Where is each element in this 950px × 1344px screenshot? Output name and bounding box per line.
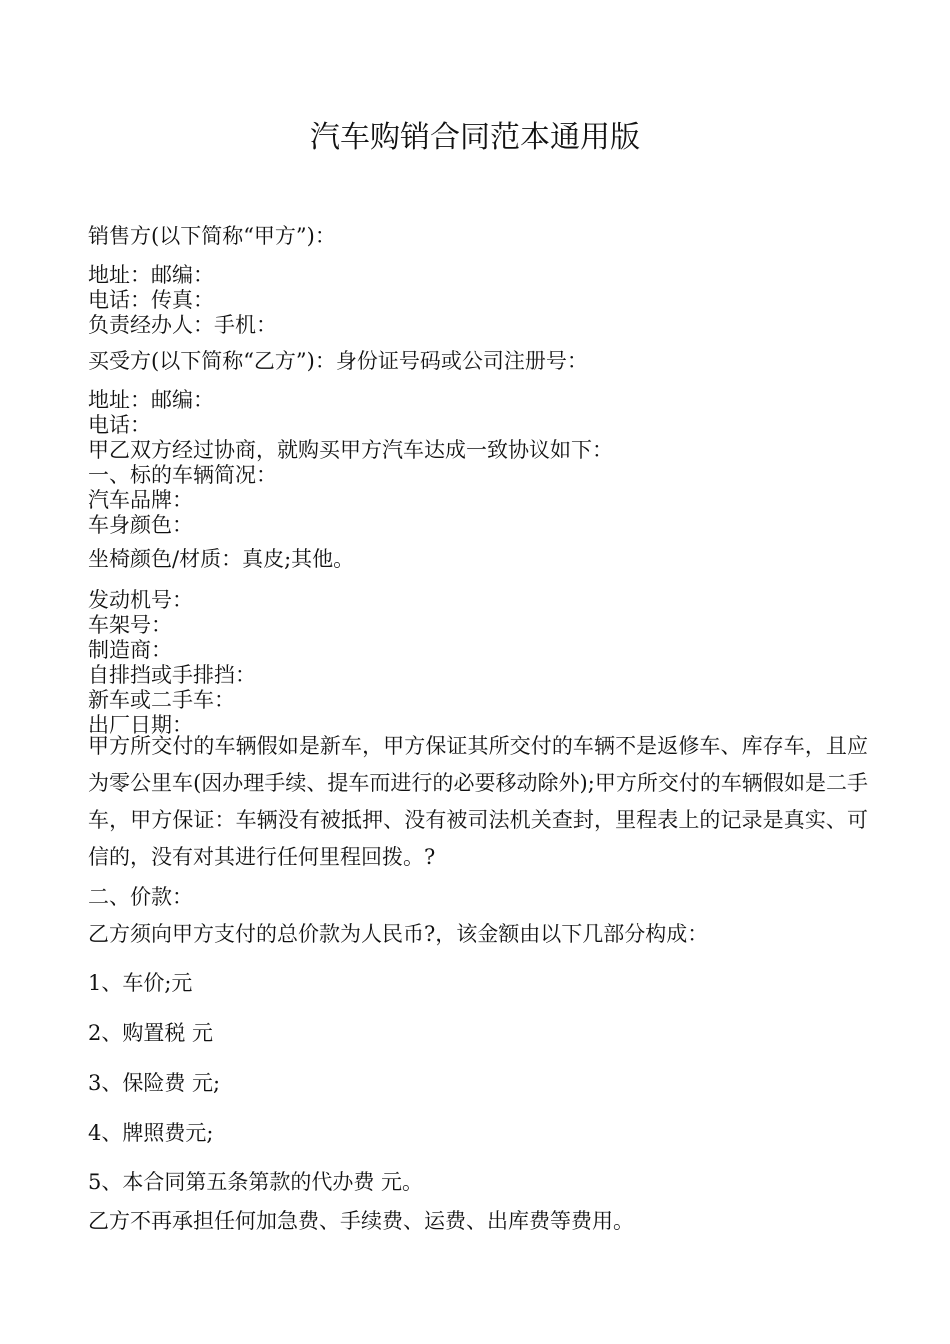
section-one-heading: 一、标的车辆简况： <box>88 463 277 487</box>
price-item-insurance: 3、保险费 元; <box>88 1071 221 1095</box>
body-color-line: 车身颜色： <box>88 513 193 537</box>
car-brand-line: 汽车品牌： <box>88 488 193 512</box>
new-or-used-line: 新车或二手车： <box>88 688 235 712</box>
price-item-tax: 2、购置税 元 <box>88 1021 214 1045</box>
buyer-phone-line: 电话： <box>88 413 151 437</box>
document-title: 汽车购销合同范本通用版 <box>310 120 640 155</box>
engine-number-line: 发动机号： <box>88 588 193 612</box>
factory-date-line: 出厂日期： <box>88 713 193 737</box>
buyer-label: 买受方(以下简称“乙方”)：身份证号码或公司注册号： <box>88 349 588 373</box>
seller-label: 销售方(以下简称“甲方”)： <box>88 224 336 248</box>
frame-number-line: 车架号： <box>88 613 172 637</box>
price-intro-line: 乙方须向甲方支付的总价款为人民币?，该金额由以下几部分构成： <box>88 922 709 946</box>
closing-line: 乙方不再承担任何加急费、手续费、运费、出库费等费用。 <box>88 1209 634 1233</box>
price-item-agency-fee: 5、本合同第五条第款的代办费 元。 <box>88 1170 424 1194</box>
agreement-intro-line: 甲乙双方经过协商，就购买甲方汽车达成一致协议如下： <box>88 438 613 462</box>
section-two-heading: 二、价款： <box>88 885 193 909</box>
seller-phone-line: 电话：传真： <box>88 288 214 312</box>
transmission-line: 自排挡或手排挡： <box>88 663 256 687</box>
vehicle-guarantee-paragraph: 甲方所交付的车辆假如是新车，甲方保证其所交付的车辆不是返修车、库存车，且应为零公里车(因办理手续、提车而进行的必要移动除外);甲方所交付的车辆假如是二手车，甲方保证：车辆没有被抵押、没有被司法机关查封，里程表上的记录是真实、可信的，没有对其进行任何里程回拨。? <box>88 734 868 869</box>
buyer-address-line: 地址：邮编： <box>88 388 214 412</box>
manufacturer-line: 制造商： <box>88 638 172 662</box>
seller-address-line: 地址：邮编： <box>88 263 214 287</box>
seat-material-line: 坐椅颜色/材质：真皮;其他。 <box>88 547 355 571</box>
price-item-car: 1、车价;元 <box>88 971 193 995</box>
price-item-plate: 4、牌照费元; <box>88 1121 214 1145</box>
seller-contact-line: 负责经办人：手机： <box>88 313 277 337</box>
